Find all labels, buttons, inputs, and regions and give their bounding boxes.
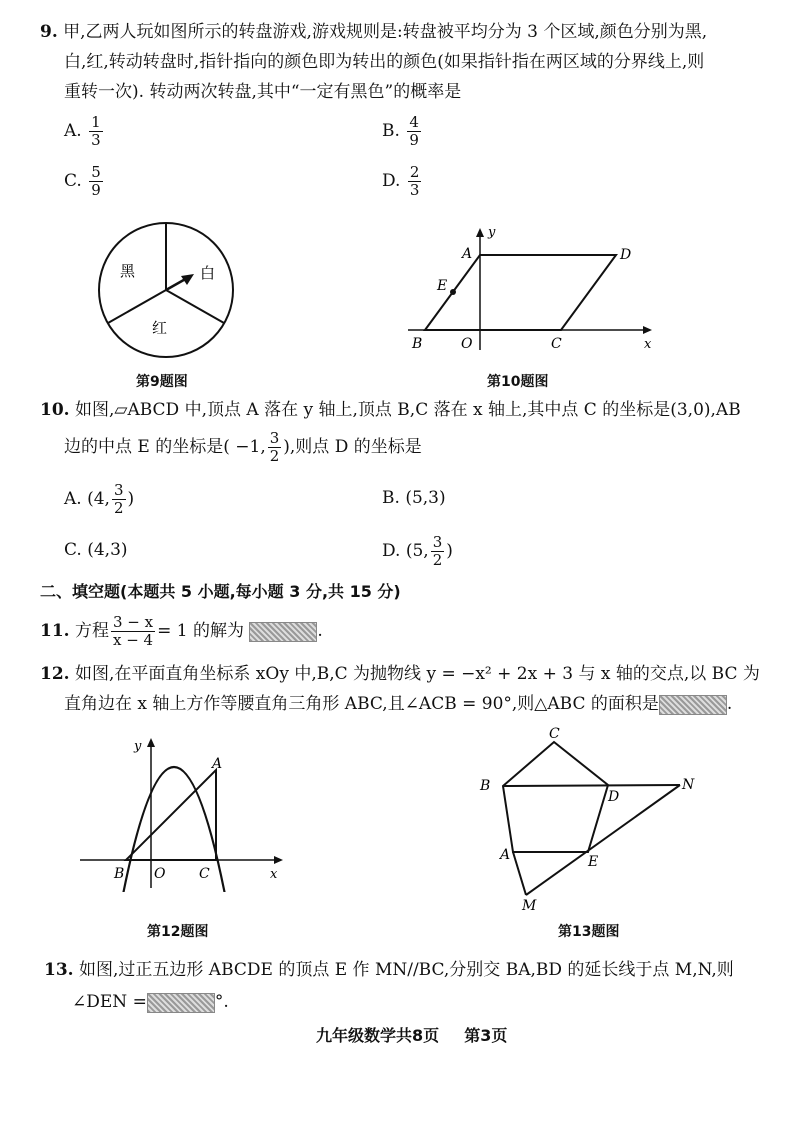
y-axis-arrow [147, 738, 155, 747]
q10-option-a: A. (4, $\frac{3}{2}$ ) [64, 481, 135, 517]
x-axis-arrow [274, 856, 283, 864]
point-e [450, 289, 456, 295]
x-axis-arrow [643, 326, 652, 334]
q10-number: 10. [40, 400, 70, 420]
q11-number: 11. [40, 621, 70, 641]
q10-option-a-fraction: $\frac{3}{2}$ [113, 481, 124, 517]
section2-title: 二、填空题(本题共 5 小题,每小题 3 分,共 15 分) [40, 582, 401, 601]
label-n: N [682, 777, 695, 793]
q9-option-c: C. $\frac{5}{9}$ [64, 163, 101, 199]
label-x: x [644, 337, 652, 352]
label-y: y [134, 739, 142, 754]
q9-text-3: 重转一次). 转动两次转盘,其中“一定有黑色”的概率是 [64, 82, 462, 102]
footer-page: 第3页 [464, 1026, 508, 1045]
q9-line1 [40, 20, 707, 44]
q12-line2: 直角边在 x 轴上方作等腰直角三角形 ABC,且∠ACB = 90°,则△ABC 的面积是 . [64, 694, 733, 714]
label-b: B [412, 336, 423, 352]
spinner-label-red: 红 [152, 319, 168, 337]
q13-caption: 第13题图 [558, 924, 620, 940]
q13-number: 13. [44, 960, 74, 980]
q9-spinner-figure [90, 218, 250, 368]
q10-option-b: B. (5,3) [382, 488, 446, 508]
q10-option-d: D. (5, $\frac{3}{2}$ ) [382, 533, 453, 569]
label-o: O [154, 866, 166, 882]
q13-text-1: 如图,过正五边形 ABCDE 的顶点 E 作 MN//BC,分别交 BA,BD 的延长线于点 M,N,则 [78, 960, 734, 980]
label-b: B [480, 778, 491, 794]
label-a: A [500, 847, 511, 863]
q9-option-d: D. $\frac{2}{3}$ [382, 163, 420, 199]
label-c: C [549, 726, 560, 742]
label-c: C [551, 336, 562, 352]
line-b-to-n [503, 785, 680, 786]
q10-parallelogram-figure [404, 222, 664, 354]
q12-text-1: 如图,在平面直角坐标系 xOy 中,B,C 为抛物线 y = −x² + 2x + 3 与 x 轴的交点,以 BC 为 [74, 664, 760, 684]
q10-line2: 边的中点 E 的坐标是( −1, $\frac{3}{2}$ ),则点 D 的坐标是 [64, 429, 422, 465]
footer-grade: 九年级数学共8页 [316, 1026, 440, 1045]
q13-pentagon-figure [474, 725, 704, 913]
label-x: x [270, 867, 278, 882]
q10-line1 [40, 398, 741, 422]
label-b: B [114, 866, 125, 882]
label-m: M [522, 898, 537, 913]
label-d: D [608, 789, 620, 805]
q12-number: 12. [40, 664, 70, 684]
q10-text-1: 如图,▱ABCD 中,顶点 A 落在 y 轴上,顶点 B,C 落在 x 轴上,其中点 C 的坐标是(3,0),AB [74, 400, 741, 420]
label-e: E [437, 278, 448, 294]
q11-answer-blank [249, 622, 317, 642]
label-y: y [488, 225, 496, 240]
q12-text-2: 直角边在 x 轴上方作等腰直角三角形 ABC,且∠ACB = 90°,则△ABC 的面积是 [64, 694, 659, 714]
q12-line1 [40, 662, 760, 686]
spinner-label-black: 黑 [120, 262, 136, 280]
q10-e-fraction: $\frac{3}{2}$ [269, 429, 280, 465]
q9-number: 9. [40, 22, 58, 42]
footer [316, 1024, 507, 1048]
q11-fraction: $\frac{3 - x}{x - 4}$ [112, 613, 154, 649]
label-c: C [199, 866, 210, 882]
q13-line2: ∠DEN = °. [72, 992, 229, 1012]
q9-option-b-fraction: $\frac{4}{9}$ [409, 113, 419, 149]
q10-option-d-fraction: $\frac{3}{2}$ [432, 533, 443, 569]
spinner-divider-right [166, 290, 224, 323]
q13-line1 [44, 958, 734, 982]
pentagon-abcde [503, 742, 608, 852]
label-e: E [588, 854, 599, 870]
q9-option-c-fraction: $\frac{5}{9}$ [91, 163, 101, 199]
q9-caption: 第9题图 [136, 374, 188, 390]
q10-caption: 第10题图 [487, 374, 549, 390]
q9-text-2: 白,红,转动转盘时,指针指向的颜色即为转出的颜色(如果指针指在两区域的分界线上,则 [64, 52, 705, 72]
spinner-label-white: 白 [200, 264, 216, 282]
q13-answer-blank [147, 993, 215, 1013]
q12-parabola-figure [78, 732, 288, 892]
parabola-curve [120, 767, 228, 892]
q11-line: 11. 方程 $\frac{3 - x}{x - 4}$ = 1 的解为 . [40, 613, 323, 649]
line-a-to-m [513, 852, 526, 895]
q9-option-d-fraction: $\frac{2}{3}$ [409, 163, 420, 199]
q12-answer-blank [659, 695, 727, 715]
label-a: A [462, 246, 473, 262]
label-a: A [212, 756, 223, 772]
triangle-abc [126, 770, 216, 860]
q9-option-a: A. $\frac{1}{3}$ [64, 113, 101, 149]
label-d: D [620, 247, 632, 263]
label-o: O [461, 336, 473, 352]
q10-option-c: C. (4,3) [64, 540, 128, 560]
q9-option-a-fraction: $\frac{1}{3}$ [91, 113, 101, 149]
q9-text-1: 甲,乙两人玩如图所示的转盘游戏,游戏规则是:转盘被平均分为 3 个区域,颜色分别为黑, [63, 22, 708, 42]
y-axis-arrow [476, 228, 484, 237]
q9-option-b: B. $\frac{4}{9}$ [382, 113, 419, 149]
q12-caption: 第12题图 [147, 924, 209, 940]
